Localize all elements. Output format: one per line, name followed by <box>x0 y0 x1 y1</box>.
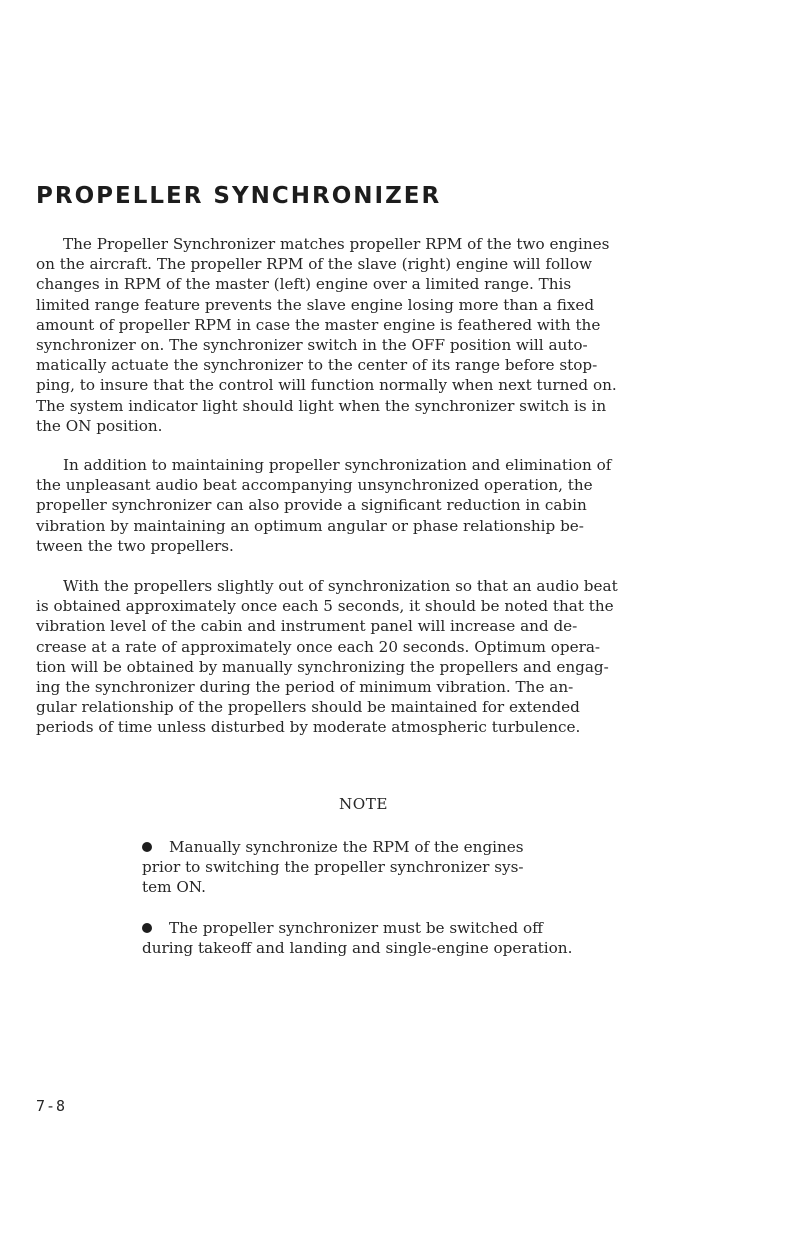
paragraph-vibration-reduction <box>36 455 708 556</box>
text-line: the unpleasant audio beat accompanying unsynchronized operation, the <box>36 476 593 495</box>
text-line: is obtained approximately once each 5 seconds, it should be noted that the <box>36 597 614 616</box>
text-line: ping, to insure that the control will function normally when next turned on. <box>36 376 617 395</box>
text-line: With the propellers slightly out of synchronization so that an audio beat <box>63 577 618 595</box>
bullet-icon <box>142 842 152 852</box>
section-title: PROPELLER SYNCHRONIZER <box>36 183 442 209</box>
text-line: synchronizer on. The synchronizer switch in the OFF position will auto- <box>36 336 588 355</box>
text-line: the ON position. <box>36 416 163 435</box>
text-line: prior to switching the propeller synchronizer sys- <box>142 858 524 877</box>
text-line: on the aircraft. The propeller RPM of the slave (right) engine will follow <box>36 255 592 274</box>
text-line: amount of propeller RPM in case the master engine is feathered with the <box>36 315 601 334</box>
text-line: limited range feature prevents the slave engine losing more than a fixed <box>36 295 595 314</box>
page-number: 7-8 <box>36 1097 67 1115</box>
note-item <box>142 837 682 898</box>
text-line: crease at a rate of approximately once each 20 seconds. Optimum opera- <box>36 637 601 656</box>
text-line: during takeoff and landing and single-engine operation. <box>142 939 573 958</box>
text-line: The system indicator light should light when the synchronizer switch is in <box>36 396 607 415</box>
text-line: In addition to maintaining propeller synchronization and elimination of <box>63 456 612 474</box>
paragraph-synchronization-procedure <box>36 576 708 738</box>
text-line: matically actuate the synchronizer to the center of its range before stop- <box>36 356 598 375</box>
text-line: ing the synchronizer during the period of minimum vibration. The an- <box>36 678 574 697</box>
text-line: The propeller synchronizer must be switched off <box>169 919 543 937</box>
note-item <box>142 918 682 958</box>
text-line: gular relationship of the propellers should be maintained for extended <box>36 698 580 717</box>
text-line: tion will be obtained by manually synchronizing the propellers and engag- <box>36 657 609 676</box>
bullet-icon <box>142 923 152 933</box>
text-line: vibration level of the cabin and instrument panel will increase and de- <box>36 617 578 636</box>
text-line: tween the two propellers. <box>36 536 234 555</box>
text-line: changes in RPM of the master (left) engine over a limited range. This <box>36 275 572 294</box>
text-line: propeller synchronizer can also provide a significant reduction in cabin <box>36 496 587 515</box>
text-line: The Propeller Synchronizer matches propeller RPM of the two engines <box>63 235 610 253</box>
text-line: Manually synchronize the RPM of the engines <box>169 838 524 856</box>
text-line: periods of time unless disturbed by moderate atmospheric turbulence. <box>36 718 581 737</box>
paragraph-synchronizer-description <box>36 234 708 436</box>
text-line: vibration by maintaining an optimum angular or phase relationship be- <box>36 516 584 535</box>
text-line: tem ON. <box>142 878 206 897</box>
note-title: NOTE <box>339 795 388 813</box>
